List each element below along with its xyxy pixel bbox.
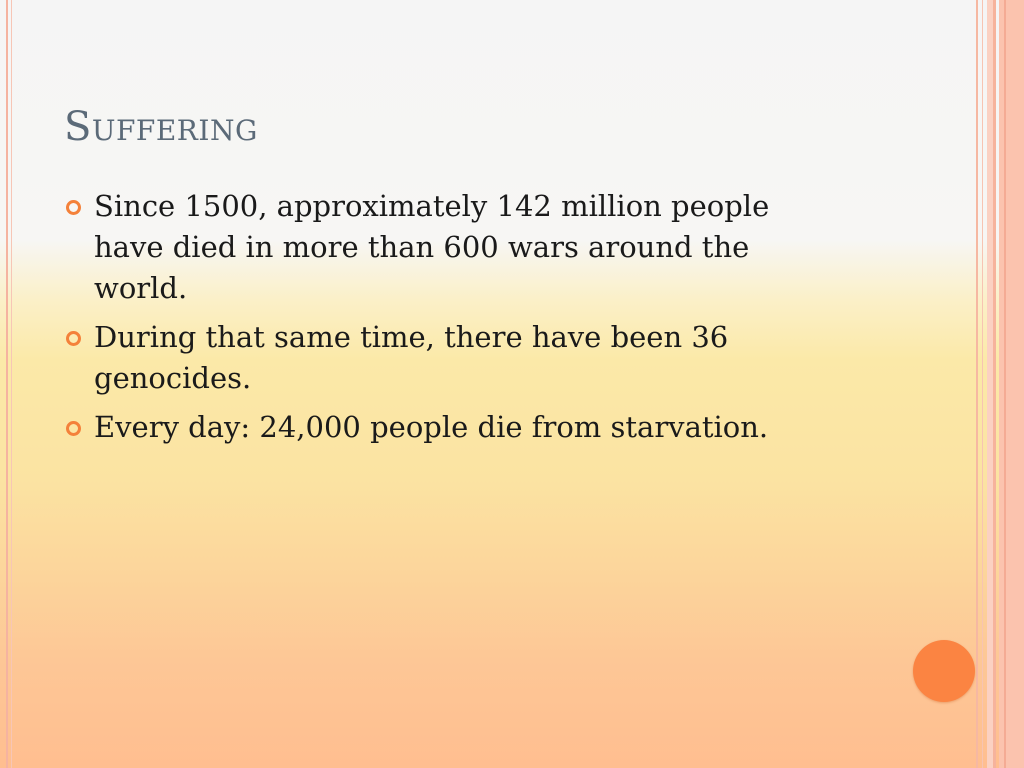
right-stripe: [1004, 0, 1006, 768]
right-stripe: [993, 0, 996, 768]
left-border-line: [6, 0, 8, 768]
hollow-circle-bullet-icon: [66, 331, 81, 346]
right-stripe: [999, 0, 1024, 768]
slide-title: Suffering: [64, 104, 258, 150]
hollow-circle-bullet-icon: [66, 200, 81, 215]
right-stripe: [976, 0, 978, 768]
right-border-stripes: [976, 0, 1024, 768]
bullet-item: [64, 317, 824, 399]
bullet-text: Since 1500, approximately 142 million people have died in more than 600 wars around the world.: [94, 189, 770, 305]
bullet-text: Every day: 24,000 people die from starvation.: [94, 410, 769, 444]
orange-circle-icon: [913, 640, 975, 702]
right-stripe: [982, 0, 983, 768]
bullet-list: [64, 186, 824, 456]
bullet-item: [64, 186, 824, 309]
bullet-item: [64, 407, 824, 448]
left-border-line-inner: [11, 0, 12, 768]
bullet-text: During that same time, there have been 36 genocides.: [94, 320, 729, 395]
hollow-circle-bullet-icon: [66, 421, 81, 436]
